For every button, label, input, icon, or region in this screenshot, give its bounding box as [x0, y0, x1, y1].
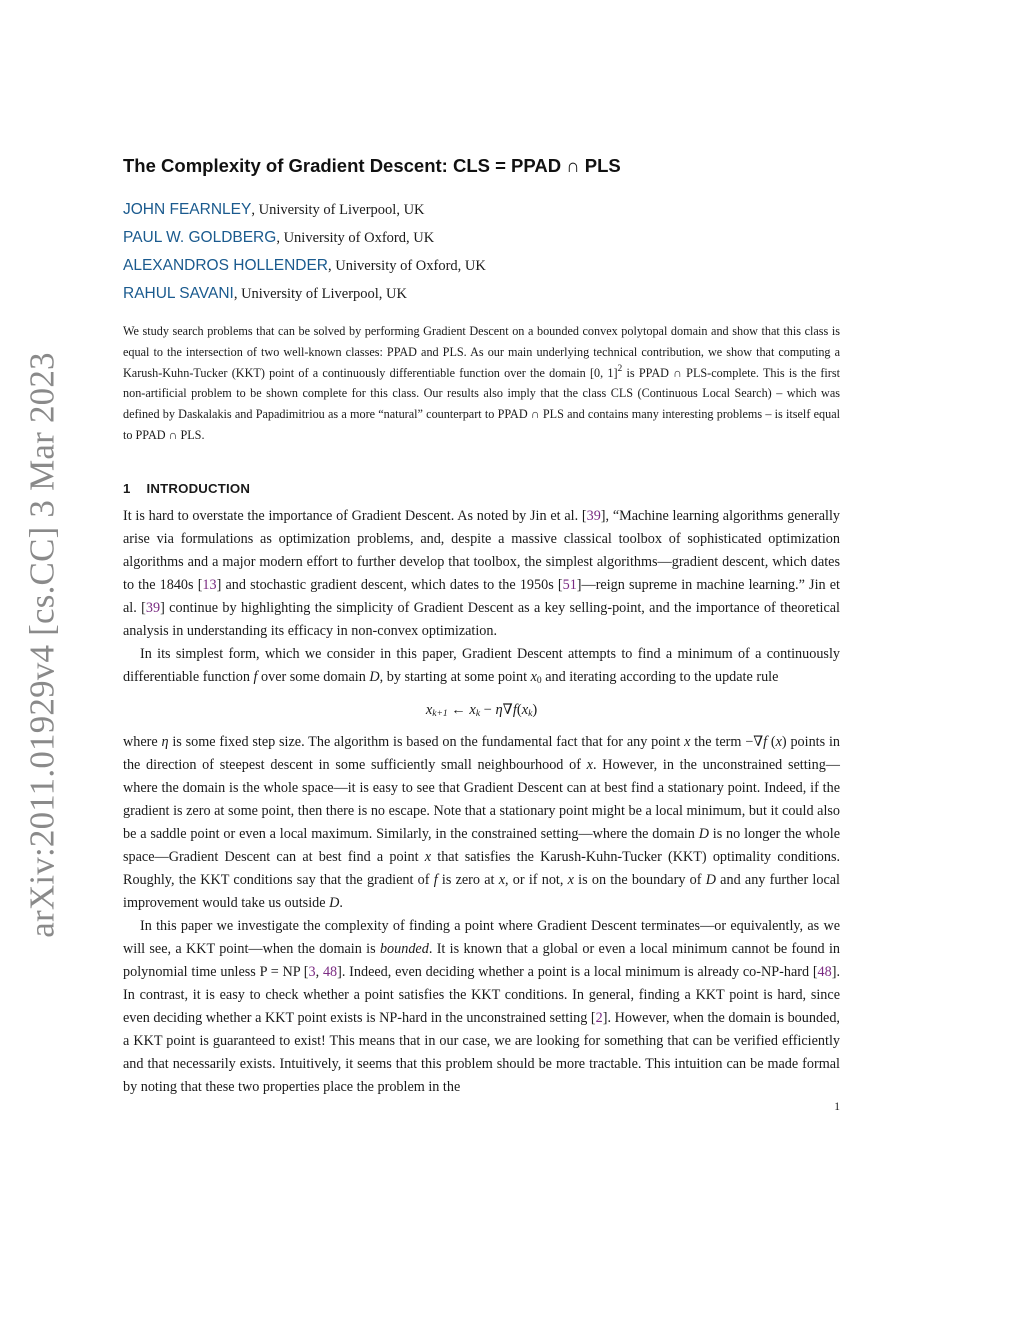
author-name: PAUL W. GOLDBERG [123, 229, 277, 246]
math-subscript: k [528, 708, 533, 719]
paper-title: The Complexity of Gradient Descent: CLS = PPAD ∩ PLS [123, 155, 621, 176]
math-symbol: x [424, 848, 432, 865]
math-subscript: k+1 [432, 708, 448, 719]
citation-link[interactable]: 39 [586, 507, 601, 524]
math-operator: − [480, 701, 496, 718]
math-symbol: x [567, 871, 574, 888]
update-rule-equation [123, 699, 840, 721]
author-name: JOHN FEARNLEY [123, 201, 252, 218]
math-symbol: f [433, 871, 438, 888]
text-run: and any further local improvement would take us outside [123, 871, 841, 911]
math-symbol: x [469, 701, 476, 718]
abstract-domain: [0, 1] [589, 365, 618, 380]
math-symbol: x [684, 733, 691, 750]
author-affiliation: , University of Liverpool, UK [233, 286, 407, 302]
math-symbol: D [329, 894, 340, 911]
text-run: ]. Indeed, even deciding whether a point is a local minimum is already co-NP-hard [ [337, 963, 818, 980]
author-affiliation: , University of Oxford, UK [328, 258, 486, 274]
text-run: In its simplest form, which we consider in this paper, Gradient Descent attempts to find a minimum of a continuously differentiable function [123, 645, 840, 685]
citation-link[interactable]: 3 [308, 963, 316, 980]
author-4 [123, 280, 840, 308]
text-run: ], “Machine learning algorithms generally arise via formulations as optimization problems, and, despite a massive classical toolbox of sophisticated optimization algorithms and a major modern effort to further develop that toolbox, the simplest algorithms—gradient descent, which dates to the 1840s [ [123, 507, 840, 593]
citation-link[interactable]: 13 [202, 576, 217, 593]
text-run: In this paper we investigate the complexity of finding a point where Gradient Descent terminates—or equivalently, as we will see, a KKT point—when the domain is [123, 917, 840, 957]
text-run: ]. In contrast, it is easy to check whether a point satisfies the KKT conditions. In general, finding a KKT point is hard, since even deciding whether a KKT point exists is NP-hard in the unconstrained setting [ [123, 963, 841, 1026]
math-symbol: x [775, 733, 782, 750]
text-run: where [123, 733, 162, 750]
math-symbol: η∇ [495, 701, 513, 718]
page-number: 1 [834, 1101, 840, 1113]
arxiv-identifier [18, 352, 68, 938]
math-symbol: x [425, 701, 433, 718]
text-run: is on the boundary of [573, 871, 706, 888]
paragraph-2 [123, 643, 840, 689]
text-run: is zero at [437, 871, 499, 888]
math-symbol: x [521, 701, 529, 718]
arxiv-identifier-text: arXiv:2011.01929v4 [cs.CC] 3 Mar 2023 [23, 352, 63, 938]
text-run: . However, in the unconstrained setting—where the domain is the whole space—it is easy to see that Gradient Descent can at best find a stationary point. Indeed, if the gradient is zero at some point, then there is no escape. Note that a stationary point might be a local minimum, but it could also be a saddle point or even a local maximum. Similarly, in the constrained setting—where the domain [123, 756, 840, 842]
text-run: , [315, 963, 323, 980]
abstract [123, 321, 840, 446]
section-number: 1 [123, 480, 131, 496]
math-symbol: x [530, 668, 537, 685]
paragraph-3 [123, 731, 840, 915]
math-symbol: D [698, 825, 709, 842]
abstract-domain-exponent: 2 [617, 363, 623, 374]
math-operator: ) [532, 701, 538, 718]
text-run: . [339, 894, 343, 911]
section-heading [123, 481, 840, 496]
math-symbol: η [161, 733, 169, 750]
author-name: ALEXANDROS HOLLENDER [123, 257, 329, 274]
math-operator: ( [516, 701, 522, 718]
citation-link[interactable]: 39 [145, 599, 161, 616]
math-symbol: x [586, 756, 593, 773]
author-2 [123, 224, 840, 252]
math-symbol: D [369, 668, 380, 685]
author-list [123, 196, 840, 308]
text-run: that satisfies the Karush-Kuhn-Tucker (KKT) optimality conditions. Roughly, the KKT conditions say that the gradient of [123, 848, 841, 888]
text-run: and iterating according to the update rule [541, 668, 779, 685]
text-run: ) points in the direction of steepest descent in some sufficiently small neighbourhood of [123, 733, 840, 773]
math-symbol: f [253, 668, 258, 685]
citation-link[interactable]: 48 [817, 963, 832, 980]
text-run: ]. However, when the domain is bounded, a KKT point is guaranteed to exist! This means that in our case, we are looking for something that can be verified efficiently and that necessarily exists. Intuitively, it seems that this problem should be more tractable. This intuition can be made formal by noting that these two properties place the problem in the [123, 1009, 840, 1095]
citation-link[interactable]: 48 [322, 963, 338, 980]
text-run: the term −∇ [690, 733, 764, 750]
text-run: . It is known that a global or even a local minimum cannot be found in polynomial time unless P = NP [ [123, 940, 840, 980]
text-run: ]—reign supreme in machine learning.” Jin et al. [ [123, 576, 840, 616]
text-run: ( [767, 733, 776, 750]
paper-page [123, 150, 840, 1099]
text-run: ] continue by highlighting the simplicity of Gradient Descent as a key selling-point, and the importance of theoretical analysis in understanding its efficacy in non-convex optimization. [123, 599, 840, 639]
section-title: INTRODUCTION [146, 480, 251, 496]
text-run: over some domain [257, 668, 370, 685]
text-run: is no longer the whole space—Gradient Descent can at best find a point [123, 825, 840, 865]
paragraph-4 [123, 915, 840, 1099]
math-subscript: k [475, 708, 481, 719]
text-run: , or if not, [505, 871, 568, 888]
math-symbol: D [705, 871, 716, 888]
author-affiliation: , University of Oxford, UK [276, 230, 435, 246]
abstract-text-1: We study search problems that can be solved by performing Gradient Descent on a bounded convex polytopal domain and show that this class is equal to the intersection of two well-known classes: PPAD and PLS. As our main underlying technical contribution, we show that computing a Karush-Kuhn-Tucker (KKT) point of a continuously differentiable function over the domain [123, 324, 840, 380]
text-run: is some fixed step size. The algorithm is based on the fundamental fact that for any point [168, 733, 685, 750]
abstract-text-2: is PPAD ∩ PLS-complete. This is the first non-artificial problem to be shown complete for this class. Our results also imply that the class CLS (Continuous Local Search) – which was defined by Daskalakis and Papadimitriou as a more “natural” counterpart to PPAD ∩ PLS and contains many interesting problems – is itself equal to PPAD ∩ PLS. [123, 365, 840, 442]
math-symbol: f [512, 701, 517, 718]
author-affiliation: , University of Liverpool, UK [251, 202, 425, 218]
author-3 [123, 252, 840, 280]
math-symbol: f [763, 733, 768, 750]
citation-link[interactable]: 51 [562, 576, 577, 593]
text-run: It is hard to overstate the importance of Gradient Descent. As noted by Jin et al. [ [123, 507, 587, 524]
paragraph-1 [123, 505, 840, 643]
math-symbol: x [498, 871, 506, 888]
text-run: ] and stochastic gradient descent, which dates to the 1950s [ [216, 576, 563, 593]
math-subscript: 0 [536, 675, 542, 686]
author-name: RAHUL SAVANI [123, 285, 234, 302]
emphasis: bounded [379, 940, 429, 957]
citation-link[interactable]: 2 [595, 1009, 603, 1026]
text-run: , by starting at some point [379, 668, 531, 685]
math-operator: ← [447, 701, 470, 718]
author-1 [123, 196, 840, 224]
